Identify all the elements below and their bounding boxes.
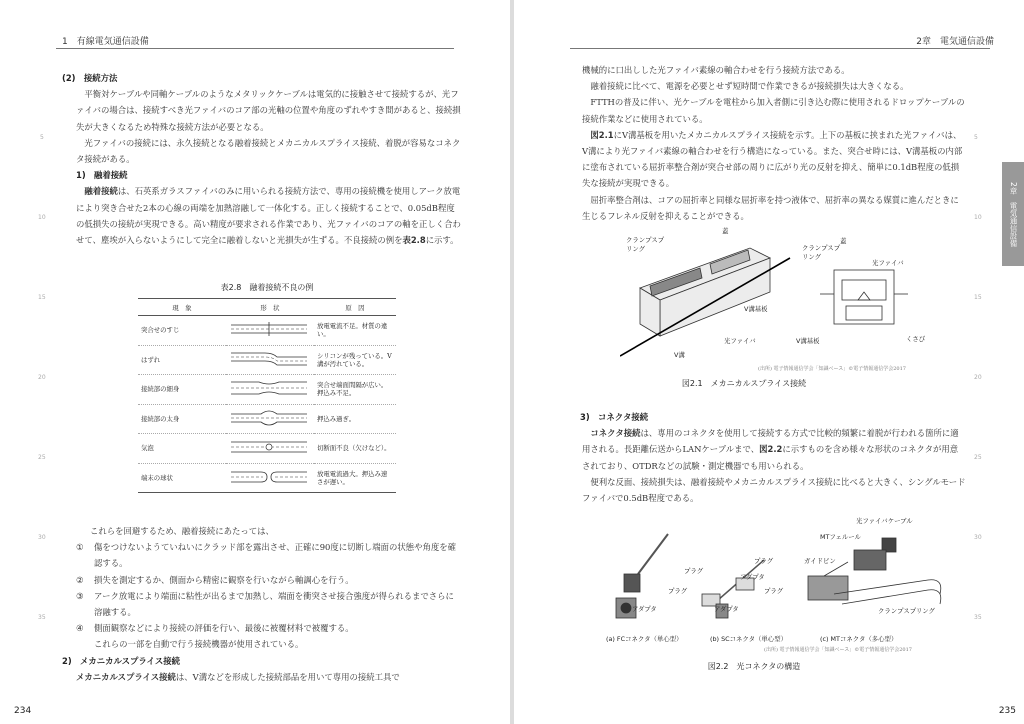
- line-number: 10: [974, 214, 982, 221]
- table-cell: 接続部の細身: [138, 375, 226, 405]
- figure-label: プラグ: [754, 557, 774, 565]
- shape-cell: [226, 463, 314, 493]
- figure-label: MTフェルール: [820, 533, 861, 541]
- paragraph-text: にV溝基板を用いたメカニカルスプライス接続を示す。上下の基板に挟まれた光ファイバは、V溝により光ファイバ素線の軸合わせを行う構造になっている。また、突合せ時には、V溝基板の内部に塗布されている屈折率整合剤が突合せ部の周りに広がり光の反射を抑え、簡単に0.1dB程度の低損失な接続が実現できる。: [582, 129, 963, 189]
- step-number: ②: [76, 574, 84, 585]
- figure-ref: 図2.2: [759, 444, 783, 455]
- step-text: 損失を測定するか、側面から精密に観察を行いながら軸調心を行う。: [94, 574, 354, 585]
- butt-seam-shape-icon: [229, 319, 309, 339]
- figure-caption: 図2.2 光コネクタの構造: [707, 662, 801, 671]
- paragraph-text: は、V溝などを形成した接続部品を用いて専用の接続工具で: [175, 671, 400, 682]
- table-row: [138, 434, 396, 464]
- line-number: 5: [974, 134, 978, 141]
- chapter-tab: 2章 電気通信設備: [1002, 162, 1024, 266]
- table-cell: 接続部の太身: [138, 404, 226, 434]
- mechanical-splice-figure: [620, 228, 970, 372]
- thick-joint-shape-icon: [229, 408, 309, 428]
- shape-cell: [226, 375, 314, 405]
- table-cell: 切断面不良（欠けなど）。: [314, 434, 396, 464]
- table-cell: 突合せ端面間隔が広い。押込み不足。: [314, 375, 396, 405]
- header-rule: [56, 48, 454, 49]
- line-number: 25: [38, 454, 46, 461]
- line-number: 35: [38, 614, 46, 621]
- running-header: 1 有線電気通信設備: [62, 37, 149, 47]
- paragraph: これらを回避するため、融着接続にあたっては、: [90, 526, 274, 536]
- paragraph: [582, 425, 966, 474]
- table-row: [138, 375, 396, 405]
- table-cell: 突合せのすじ: [138, 316, 226, 346]
- paragraph: 便利な反面、接続損失は、融着接続やメカニカルスプライス接続に比べると大きく、シングルモードファイバで0.5dB程度である。: [582, 476, 966, 504]
- header-rule: [570, 48, 990, 49]
- paragraph: 屈折率整合剤は、コアの屈折率と同様な屈折率を持つ液体で、屈折率の異なる媒質に進んだときに生じるフレネル反射を抑えることができる。: [582, 194, 959, 221]
- list-item: [76, 588, 462, 620]
- paragraph-text: に示す。: [425, 235, 459, 246]
- shape-cell: [226, 404, 314, 434]
- table-cell: 放電電流過大。押込み速さが遅い。: [314, 463, 396, 493]
- table-header: 原 因: [314, 299, 396, 316]
- figure-subcaption: (c) MTコネクタ（多心型）: [820, 635, 898, 643]
- paragraph: 融着接続に比べて、電源を必要とせず短時間で作業できるが接続損失は大きくなる。: [590, 81, 909, 92]
- figure-caption: 図2.1 メカニカルスプライス接続: [681, 379, 807, 388]
- paragraph: [582, 127, 966, 192]
- step-number: ③: [76, 590, 84, 601]
- paragraph-text: に示すものを含め様々な形状のコネクタが用意されており、OTDRなどの試験・測定機器でも用いられる。: [582, 444, 959, 471]
- table-caption: 表2.8 融着接続不良の例: [220, 283, 314, 292]
- table-row: [138, 316, 396, 346]
- table-row: [138, 463, 396, 493]
- table-cell: 端末の球状: [138, 463, 226, 493]
- figure-label: ガイドピン: [804, 557, 836, 565]
- line-number: 15: [38, 294, 46, 301]
- figure-label: 蓋: [840, 237, 847, 245]
- figure-label: V溝基板: [744, 305, 768, 313]
- figure-source: (出所) 電子情報通信学会「知識ベース」©電子情報通信学会2017: [764, 647, 912, 653]
- paragraph: 機械的に口出しした光ファイバ素線の軸合わせを行う接続方法である。: [582, 65, 850, 75]
- table-header: 現 象: [138, 299, 226, 316]
- figure-label: V溝基板: [796, 337, 820, 345]
- section-text-bottom: [62, 523, 462, 685]
- shape-cell: [226, 434, 314, 464]
- figure-label: アダプタ: [740, 573, 765, 581]
- table-ref: 表2.8: [402, 235, 426, 246]
- paragraph-text: は、専用のコネクタを使用して接続する方式で比較的頻繁に着脱が行われる箇所に適用される。長距離伝送からLANケーブルまで、: [582, 428, 959, 455]
- table-cell: 放電電流不足。材質の違い。: [314, 316, 396, 346]
- line-number: 25: [974, 454, 982, 461]
- figure-label: 光ファイバ: [724, 337, 756, 345]
- table-cell: シリコンが残っている。V溝が汚れている。: [314, 345, 396, 375]
- fusion-defect-table: [138, 298, 396, 493]
- term: メカニカルスプライス接続: [76, 671, 176, 682]
- bubble-shape-icon: [229, 437, 309, 457]
- figure-ref: 図2.1: [590, 129, 614, 140]
- thin-joint-shape-icon: [229, 378, 309, 398]
- section-heading: (2) 接続方法: [62, 73, 118, 83]
- paragraph: [62, 183, 462, 248]
- section-text-top: [582, 62, 966, 224]
- line-number: 15: [974, 294, 982, 301]
- figure-subcaption: (a) FCコネクタ（単心型）: [606, 635, 683, 643]
- line-number: 5: [40, 134, 44, 141]
- mt-connector-drawing: [808, 538, 941, 604]
- subsection-heading: 3) コネクタ接続: [580, 412, 649, 422]
- step-number: ①: [76, 542, 84, 553]
- table-header: 形 状: [226, 299, 314, 316]
- right-page: [514, 0, 1024, 724]
- paragraph: これらの一部を自動で行う接続機器が使用されている。: [94, 639, 304, 650]
- figure-label: アダプタ: [714, 605, 739, 613]
- figure-label: 光ファイバケーブル: [856, 517, 913, 525]
- subsection-heading: 2) メカニカルスプライス接続: [62, 655, 180, 666]
- step-text: アーク放電により端面に粘性が出るまで加熱し、端面を衝突させ接合強度が得られるまでさらに溶融する。: [94, 590, 454, 618]
- figure-label: クランプスプリング: [802, 244, 841, 261]
- paragraph: 光ファイバの接続には、永久接続となる融着接続とメカニカルスプライス接続、着脱が容易なコネクタ接続がある。: [76, 137, 461, 165]
- paragraph-text: は、石英系ガラスファイバのみに用いられる接続方法で、専用の接続機を使用しアーク放電により突き合せた2本の心線の両端を加熱溶融して一体化する。正しく接続することで、0.05dB程度の低損失の接続が実現できる。高い精度が要求される作業であり、光ファイバのコアの軸を正しく合わせて、塵埃が入らないようにして完全に融着しないと光損失が生ずる。不良接続の例を: [76, 186, 461, 246]
- figure-label: V溝: [674, 351, 685, 359]
- table-row: [138, 404, 396, 434]
- figure-label: クランプスプリング: [626, 236, 665, 253]
- list-item: [76, 620, 462, 636]
- line-number: 30: [38, 534, 46, 541]
- paragraph: 平衡対ケーブルや同軸ケーブルのようなメタリックケーブルは電気的に接触させて接続するが、光ファイバの場合は、接続すべき光ファイバのコア部の光軸の位置や角度のずれやすき間があると、接続損失が大きくなるため特殊な接続方法が必要となる。: [76, 89, 461, 132]
- running-header: 2章 電気通信設備: [916, 37, 994, 47]
- step-text: 側面観察などにより接続の評価を行い、最後に被覆材料で被覆する。: [94, 623, 354, 634]
- splice-cross-section: [820, 270, 908, 324]
- line-number: 20: [974, 374, 982, 381]
- table-row: [138, 345, 396, 375]
- figure-label: プラグ: [684, 567, 704, 575]
- term: コネクタ接続: [590, 428, 641, 439]
- shape-cell: [226, 345, 314, 375]
- shape-cell: [226, 316, 314, 346]
- section-text-top: [62, 70, 462, 248]
- figure-label: アダプタ: [632, 605, 657, 613]
- subsection-heading: 1) 融着接続: [76, 170, 128, 181]
- figure-label: プラグ: [668, 587, 688, 595]
- rounded-end-shape-icon: [229, 467, 309, 487]
- figure-label: プラグ: [764, 587, 784, 595]
- list-item: [76, 539, 462, 571]
- misalignment-shape-icon: [229, 349, 309, 369]
- figure-source: (出所) 電子情報通信学会「知識ベース」©電子情報通信学会2017: [758, 366, 906, 372]
- figure-label: くさび: [906, 335, 926, 343]
- line-number: 30: [974, 534, 982, 541]
- page-number: 235: [998, 706, 1016, 716]
- table-cell: 押込み過ぎ。: [314, 404, 396, 434]
- splice-iso-drawing: [640, 248, 770, 336]
- section-text-bottom: [582, 409, 966, 506]
- table-cell: はずれ: [138, 345, 226, 375]
- left-page: [0, 0, 510, 724]
- figure-label: クランプスプリング: [878, 607, 935, 615]
- page-number: 234: [14, 706, 32, 716]
- list-item: [76, 572, 462, 588]
- term: 融着接続: [84, 186, 118, 197]
- step-text: 傷をつけないようていねいにクラッド部を露出させ、正確に90度に切断し端面の状態や角度を確認する。: [94, 542, 456, 569]
- paragraph: [76, 669, 462, 685]
- figure-subcaption: (b) SCコネクタ（単心型）: [710, 635, 787, 643]
- step-number: ④: [76, 623, 84, 634]
- table-cell: 気泡: [138, 434, 226, 464]
- line-number: 20: [38, 374, 46, 381]
- line-number: 35: [974, 614, 982, 621]
- line-number: 10: [38, 214, 46, 221]
- paragraph: FTTHの普及に伴い、光ケーブルを電柱から加入者側に引き込む際に使用されるドロップケーブルの接続作業などに使用されている。: [582, 97, 965, 124]
- figure-label: 光ファイバ: [872, 259, 904, 267]
- figure-label: 蓋: [722, 227, 729, 235]
